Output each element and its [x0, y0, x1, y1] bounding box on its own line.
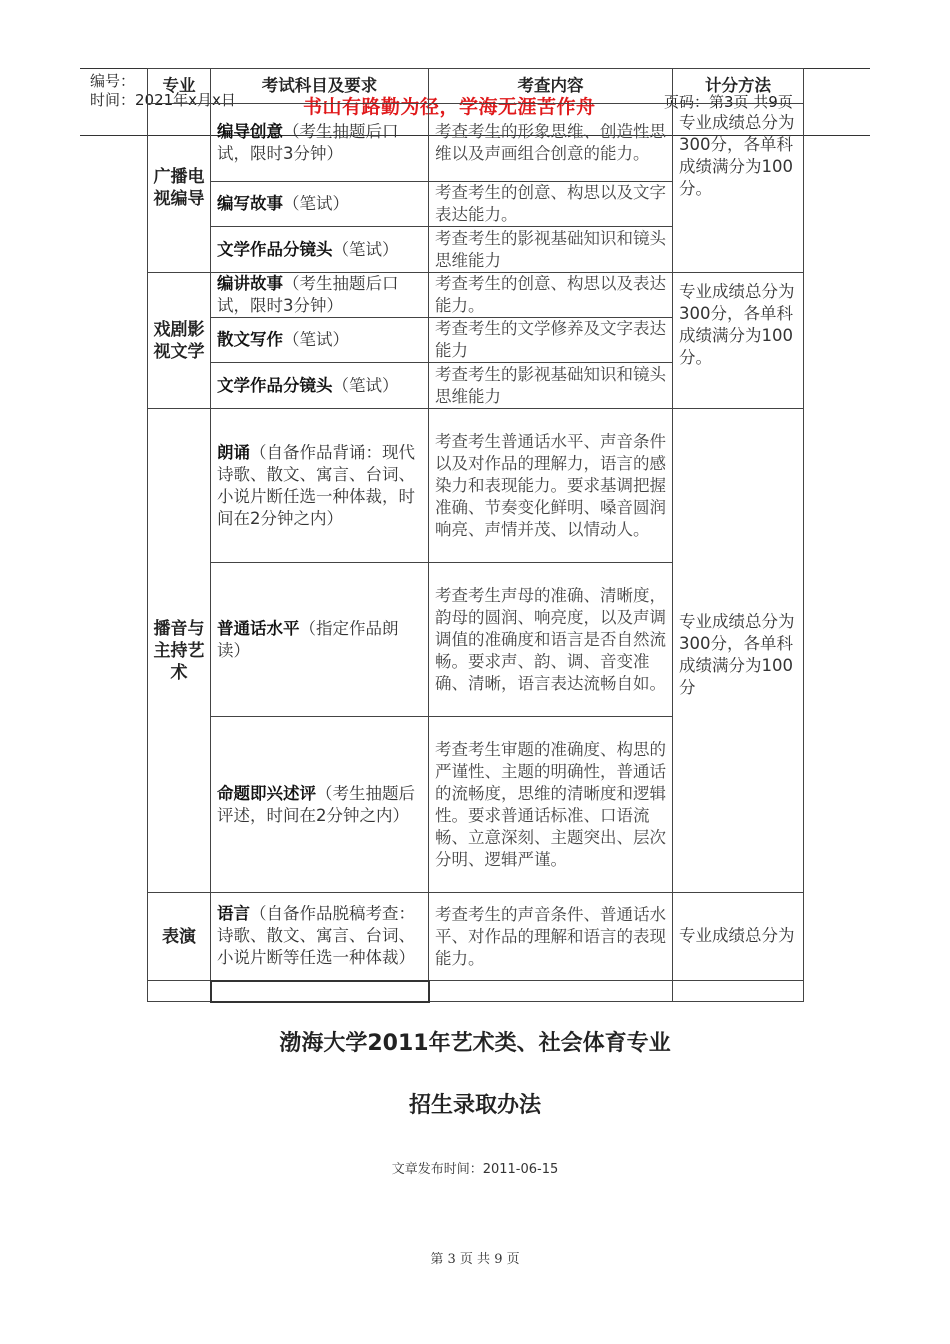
subject-cell	[211, 273, 429, 318]
subject-cell	[211, 318, 429, 363]
content-cell: 考查考生的声音条件、普通话水平、对作品的理解和语言的表现能力。	[429, 893, 673, 981]
content-cell: 考查考生声母的准确、清晰度，韵母的圆润、响亮度，以及声调调值的准确度和语言是否自然流畅。要求声、韵、调、音变准确、清晰，语言表达流畅自如。	[429, 563, 673, 717]
subject-name: 编导创意	[217, 121, 283, 141]
empty-cell	[673, 981, 804, 1002]
subject-note: （笔试）	[283, 330, 349, 349]
subject-note: （笔试）	[332, 375, 399, 395]
subject-cell	[211, 563, 429, 717]
table-row-empty	[148, 981, 804, 1002]
empty-cell	[211, 981, 429, 1002]
content-cell: 考查考生的文学修养及文字表达能力	[429, 318, 673, 363]
subject-cell	[211, 104, 429, 182]
content-cell: 考查考生普通话水平、声音条件以及对作品的理解力，语言的感染力和表现能力。要求基调把握准确、节奏变化鲜明、嗓音圆润响亮、声情并茂、以情动人。	[429, 409, 673, 563]
subject-note: （自备作品脱稿考查：诗歌、散文、寓言、台词、小说片断等任选一种体裁）	[217, 904, 415, 968]
subject-note: （考生抽题后口试，限时3分钟）	[217, 121, 399, 163]
subject-note: （自备作品背诵：现代诗歌、散文、寓言、台词、小说片断任选一种体裁，时间在2分钟之内）	[217, 442, 415, 528]
col-header-major: 专业	[148, 69, 211, 104]
score-cell: 专业成绩总分为300分，各单科成绩满分为100分。	[673, 273, 804, 409]
col-header-subject: 考试科目及要求	[211, 69, 429, 104]
major-cell: 播音与主持艺术	[148, 409, 211, 893]
subject-note: （指定作品朗读）	[217, 618, 399, 660]
subject-note: （考生抽题后评述，时间在2分钟之内）	[217, 783, 415, 825]
subject-note: （笔试）	[332, 239, 399, 259]
content-cell: 考查考生的影视基础知识和镜头思维能力	[429, 227, 673, 273]
subject-note: （笔试）	[283, 194, 349, 213]
score-cell: 专业成绩总分为300分，各单科成绩满分为100分	[673, 409, 804, 893]
subject-name: 文学作品分镜头	[217, 375, 333, 395]
doc-time-label: 时间：2021年x月x日	[90, 91, 236, 109]
page-footer: 第 3 页 共 9 页	[430, 1252, 520, 1267]
col-header-score: 计分方法	[673, 69, 804, 104]
subject-name: 编写故事	[217, 194, 283, 213]
table-row	[148, 409, 804, 563]
publish-date: 文章发布时间：2011-06-15	[391, 1162, 559, 1177]
table-header-row	[148, 69, 804, 104]
major-cell: 表演	[148, 893, 211, 981]
subject-name: 普通话水平	[217, 618, 300, 638]
header-page-label: 页码：第3页 共9页	[664, 93, 793, 111]
subject-note: （考生抽题后口试，限时3分钟）	[217, 274, 399, 315]
subject-name: 语言	[217, 904, 250, 924]
subject-cell	[211, 717, 429, 893]
content-cell: 考查考生审题的准确度、构思的严谨性、主题的明确性，普通话的流畅度，思维的清晰度和逻辑性。要求普通话标准、口语流畅、立意深刻、主题突出、层次分明、逻辑严谨。	[429, 717, 673, 893]
subject-name: 朗诵	[217, 442, 250, 462]
subject-cell	[211, 363, 429, 409]
major-cell: 戏剧影视文学	[148, 273, 211, 409]
subject-cell	[211, 182, 429, 227]
subject-name: 散文写作	[217, 330, 283, 349]
subject-name: 编讲故事	[217, 274, 283, 293]
empty-cell	[148, 981, 211, 1002]
subject-name: 命题即兴述评	[217, 783, 316, 803]
header-motto: 书山有路勤为径，学海无涯苦作舟	[303, 96, 596, 118]
article-title-line1: 渤海大学2011年艺术类、社会体育专业	[279, 1031, 671, 1056]
subject-cell	[211, 893, 429, 981]
article-title-line2: 招生录取办法	[408, 1093, 541, 1118]
content-cell: 考查考生的形象思维、创造性思维以及声画组合创意的能力。	[429, 104, 673, 182]
empty-cell	[429, 981, 673, 1002]
exam-table	[147, 68, 804, 1003]
table-row	[148, 104, 804, 182]
content-cell: 考查考生的创意、构思以及文字表达能力。	[429, 182, 673, 227]
score-cell: 专业成绩总分为	[673, 893, 804, 981]
subject-name: 文学作品分镜头	[217, 239, 333, 259]
score-cell: 专业成绩总分为300分，各单科成绩满分为100分。	[673, 104, 804, 273]
subject-cell	[211, 227, 429, 273]
table-row	[148, 893, 804, 981]
doc-code-label: 编号：	[90, 72, 136, 90]
table-row	[148, 273, 804, 318]
major-cell: 广播电视编导	[148, 104, 211, 273]
col-header-content: 考查内容	[429, 69, 673, 104]
subject-cell	[211, 409, 429, 563]
content-cell: 考查考生的影视基础知识和镜头思维能力	[429, 363, 673, 409]
content-cell: 考查考生的创意、构思以及表达能力。	[429, 273, 673, 318]
